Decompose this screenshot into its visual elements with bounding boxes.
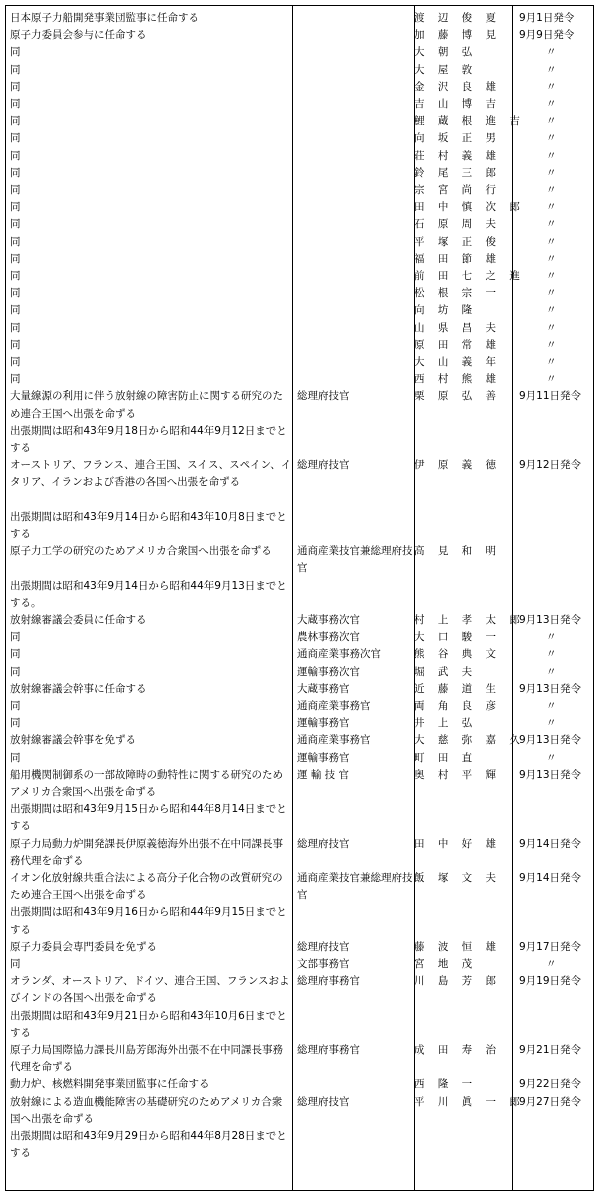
person-name: 飯 塚 文 夫: [414, 872, 502, 884]
duty-text: 同: [10, 235, 21, 248]
official-title: 総理府技官: [297, 940, 350, 953]
issue-date: 9月13日発令: [519, 682, 582, 695]
official-title: 総理府技官: [297, 1095, 350, 1108]
issue-date: 9月17日発令: [519, 940, 582, 953]
issue-date: 9月19日発令: [519, 975, 582, 988]
issue-date: 〃: [546, 287, 557, 300]
person-name: 田 中 慎 次 郎: [414, 201, 525, 214]
official-title: 総理府技官: [297, 459, 350, 472]
person-name: 吉 山 博 吉: [414, 98, 502, 110]
issue-date: 9月9日発令: [519, 29, 575, 42]
official-title: 運輸事務官: [297, 751, 350, 764]
issue-date: 〃: [546, 166, 557, 179]
duty-text: 出張期間は昭和43年9月29日から昭和44年8月28日までとする: [10, 1130, 287, 1160]
duty-text: 同: [10, 63, 21, 76]
person-name: 宮 地 茂: [414, 958, 478, 970]
duty-text: 原子力工学の研究のためアメリカ合衆国へ出張を命ずる: [10, 545, 272, 558]
issue-date: 9月13日発令: [519, 614, 582, 626]
issue-date: 9月14日発令: [519, 837, 582, 850]
person-name: 大 口 駿 一: [414, 631, 502, 644]
person-name: 大 朝 弘: [414, 46, 478, 59]
person-name: 西 隆 一: [414, 1078, 478, 1091]
appointment-table: [5, 5, 594, 1191]
duty-text: 同: [10, 958, 21, 970]
issue-date: 〃: [546, 201, 557, 214]
official-title: 通商産業技官兼総理府技官: [297, 545, 413, 575]
issue-date: 〃: [546, 338, 557, 351]
duty-text: 同: [10, 631, 21, 644]
person-name: 山 県 昌 夫: [414, 321, 502, 334]
issue-date: 〃: [546, 80, 557, 93]
person-name: 川 島 芳 郎: [414, 975, 502, 988]
person-name: 平 川 眞 一 郎: [414, 1095, 525, 1108]
person-name: 西 村 熊 雄: [414, 373, 502, 386]
duty-text: 原子力委員会参与に任命する: [10, 29, 147, 42]
duty-text: 出張期間は昭和43年9月14日から昭和44年9月13日までとする。: [10, 579, 287, 609]
issue-date: 〃: [546, 665, 557, 678]
duty-text: 同: [10, 717, 21, 730]
issue-date: 9月13日発令: [519, 768, 582, 781]
person-name: 高 見 和 明: [414, 545, 502, 558]
person-name: 鈴 尾 三 郎: [414, 166, 502, 179]
issue-date: 〃: [546, 252, 557, 265]
person-name: 平 塚 正 俊: [414, 235, 502, 248]
issue-date: 9月27日発令: [519, 1095, 582, 1108]
column-divider: [512, 6, 513, 1190]
person-name: 金 沢 良 雄: [414, 80, 502, 93]
issue-date: 〃: [546, 958, 557, 970]
issue-date: 〃: [546, 218, 557, 231]
issue-date: 〃: [546, 631, 557, 644]
duty-text: 同: [10, 201, 21, 214]
issue-date: 〃: [546, 356, 557, 368]
issue-date: 9月12日発令: [519, 459, 582, 472]
duty-text: 出張期間は昭和43年9月21日から昭和43年10月6日までとする: [10, 1009, 287, 1039]
person-name: 成 田 寿 治: [414, 1044, 502, 1056]
official-title: 通商産業事務官: [297, 700, 371, 712]
duty-text: 同: [10, 321, 21, 334]
issue-date: 〃: [546, 46, 557, 59]
duty-text: 動力炉、核燃料開発事業団監事に任命する: [10, 1078, 210, 1091]
duty-text: 放射線による造血機能障害の基礎研究のためアメリカ合衆国へ出張を命ずる: [10, 1095, 283, 1125]
person-name: 大 屋 敦: [414, 63, 478, 76]
duty-text: 同: [10, 184, 21, 196]
duty-text: 放射線審議会幹事を免ずる: [10, 734, 136, 747]
issue-date: 〃: [546, 751, 557, 764]
duty-text: 同: [10, 166, 21, 179]
official-title: 総理府技官: [297, 837, 350, 850]
duty-text: イオン化放射線共重合法による高分子化合物の改質研究のため連合王国へ出張を命ずる: [10, 872, 283, 902]
person-name: 井 上 弘: [414, 717, 478, 730]
duty-text: 同: [10, 304, 21, 317]
issue-date: 〃: [546, 717, 557, 730]
issue-date: 〃: [546, 304, 557, 317]
issue-date: 〃: [546, 270, 557, 282]
duty-text: 大量線源の利用に伴う放射線の障害防止に関する研究のため連合王国へ出張を命ずる: [10, 390, 283, 420]
duty-text: 出張期間は昭和43年9月14日から昭和43年10月8日までとする: [10, 510, 287, 540]
official-title: 通商産業事務官: [297, 734, 371, 747]
duty-text: 同: [10, 80, 21, 93]
person-name: 福 田 節 雄: [414, 252, 502, 265]
person-name: 堀 武 夫: [414, 665, 478, 678]
duty-text: 同: [10, 46, 21, 59]
duty-text: 同: [10, 356, 21, 368]
issue-date: 〃: [546, 184, 557, 196]
issue-date: 〃: [546, 648, 557, 661]
issue-date: 〃: [546, 321, 557, 334]
official-title: 大蔵事務次官: [297, 614, 360, 626]
person-name: 渡 辺 俊 夏: [414, 12, 502, 24]
duty-text: 同: [10, 287, 21, 300]
person-name: 村 上 孝 太 郎: [414, 614, 525, 626]
person-name: 栗 原 弘 善: [414, 390, 502, 403]
issue-date: 〃: [546, 132, 557, 145]
duty-text: 同: [10, 648, 21, 661]
official-title: 運輸事務官: [297, 717, 350, 730]
duty-text: 日本原子力船開発事業団監事に任命する: [10, 12, 199, 24]
duty-text: 同: [10, 373, 21, 386]
official-title: 通商産業技官兼総理府技官: [297, 872, 413, 902]
issue-date: 〃: [546, 115, 557, 128]
issue-date: 9月21日発令: [519, 1044, 582, 1056]
official-title: 通商産業事務次官: [297, 648, 381, 661]
duty-text: 同: [10, 751, 21, 764]
person-name: 荘 村 義 雄: [414, 149, 502, 162]
person-name: 藤 波 恒 雄: [414, 940, 502, 953]
duty-text: 放射線審議会委員に任命する: [10, 614, 147, 626]
person-name: 石 原 周 夫: [414, 218, 502, 231]
issue-date: 〃: [546, 98, 557, 110]
official-title: 運 輸 技 官: [297, 768, 350, 781]
issue-date: 9月14日発令: [519, 872, 582, 884]
duty-text: 原子力委員会専門委員を免ずる: [10, 940, 157, 953]
person-name: 熊 谷 典 文: [414, 648, 502, 661]
person-name: 町 田 直: [414, 751, 478, 764]
duty-text: 原子力局国際協力課長川島芳郎海外出張不在中同課長事務代理を命ずる: [10, 1044, 283, 1074]
issue-date: 〃: [546, 235, 557, 248]
duty-text: 出張期間は昭和43年9月15日から昭和44年8月14日までとする: [10, 803, 287, 833]
duty-text: 同: [10, 338, 21, 351]
duty-text: 同: [10, 98, 21, 110]
official-title: 総理府事務官: [297, 975, 360, 988]
duty-text: 同: [10, 115, 21, 128]
person-name: 伊 原 義 徳: [414, 459, 502, 472]
issue-date: 〃: [546, 63, 557, 76]
person-name: 大 山 義 年: [414, 356, 502, 368]
issue-date: 9月11日発令: [519, 390, 582, 403]
official-title: 農林事務次官: [297, 631, 360, 644]
official-title: 大蔵事務官: [297, 682, 350, 695]
duty-text: 放射線審議会幹事に任命する: [10, 682, 147, 695]
issue-date: 〃: [546, 700, 557, 712]
official-title: 文部事務官: [297, 958, 350, 970]
duty-text: 出張期間は昭和43年9月18日から昭和44年9月12日までとする: [10, 424, 287, 454]
person-name: 田 中 好 雄: [414, 837, 502, 850]
duty-text: 原子力局動力炉開発課長伊原義徳海外出張不在中同課長事務代理を命ずる: [10, 837, 283, 867]
person-name: 原 田 常 雄: [414, 338, 502, 351]
duty-text: オーストリア、フランス、連合王国、スイス、スペイン、イタリア、イランおよび香港の各国へ出張を命ずる: [10, 459, 292, 489]
duty-text: オランダ、オーストリア、ドイツ、連合王国、フランスおよびインドの各国へ出張を命ずる: [10, 975, 290, 1005]
official-title: 総理府事務官: [297, 1044, 360, 1056]
person-name: 向 坂 正 男: [414, 132, 502, 145]
person-name: 向 坊 隆: [414, 304, 478, 317]
duty-text: 同: [10, 270, 21, 282]
person-name: 鯉 蔵 根 進 吉: [414, 115, 525, 128]
duty-text: 同: [10, 252, 21, 265]
duty-text: 同: [10, 218, 21, 231]
issue-date: 〃: [546, 149, 557, 162]
person-name: 奥 村 平 輝: [414, 768, 502, 781]
person-name: 近 藤 道 生: [414, 682, 502, 695]
duty-text: 出張期間は昭和43年9月16日から昭和44年9月15日までとする: [10, 906, 287, 936]
official-title: 総理府技官: [297, 390, 350, 403]
official-title: 運輸事務次官: [297, 665, 360, 678]
person-name: 両 角 良 彦: [414, 700, 502, 712]
issue-date: 〃: [546, 373, 557, 386]
issue-date: 9月13日発令: [519, 734, 582, 747]
duty-text: 船用機関制御系の一部故障時の動特性に関する研究のためアメリカ合衆国へ出張を命ずる: [10, 768, 283, 798]
issue-date: 9月22日発令: [519, 1078, 582, 1091]
person-name: 松 根 宗 一: [414, 287, 502, 300]
person-name: 宗 宮 尚 行: [414, 184, 502, 196]
column-divider: [292, 6, 293, 1190]
issue-date: 9月1日発令: [519, 12, 575, 24]
duty-text: 同: [10, 700, 21, 712]
person-name: 加 藤 博 見: [414, 29, 502, 42]
duty-text: 同: [10, 149, 21, 162]
person-name: 前 田 七 之 進: [414, 270, 525, 282]
duty-text: 同: [10, 132, 21, 145]
duty-text: 同: [10, 665, 21, 678]
person-name: 大 慈 弥 嘉 久: [414, 734, 525, 747]
